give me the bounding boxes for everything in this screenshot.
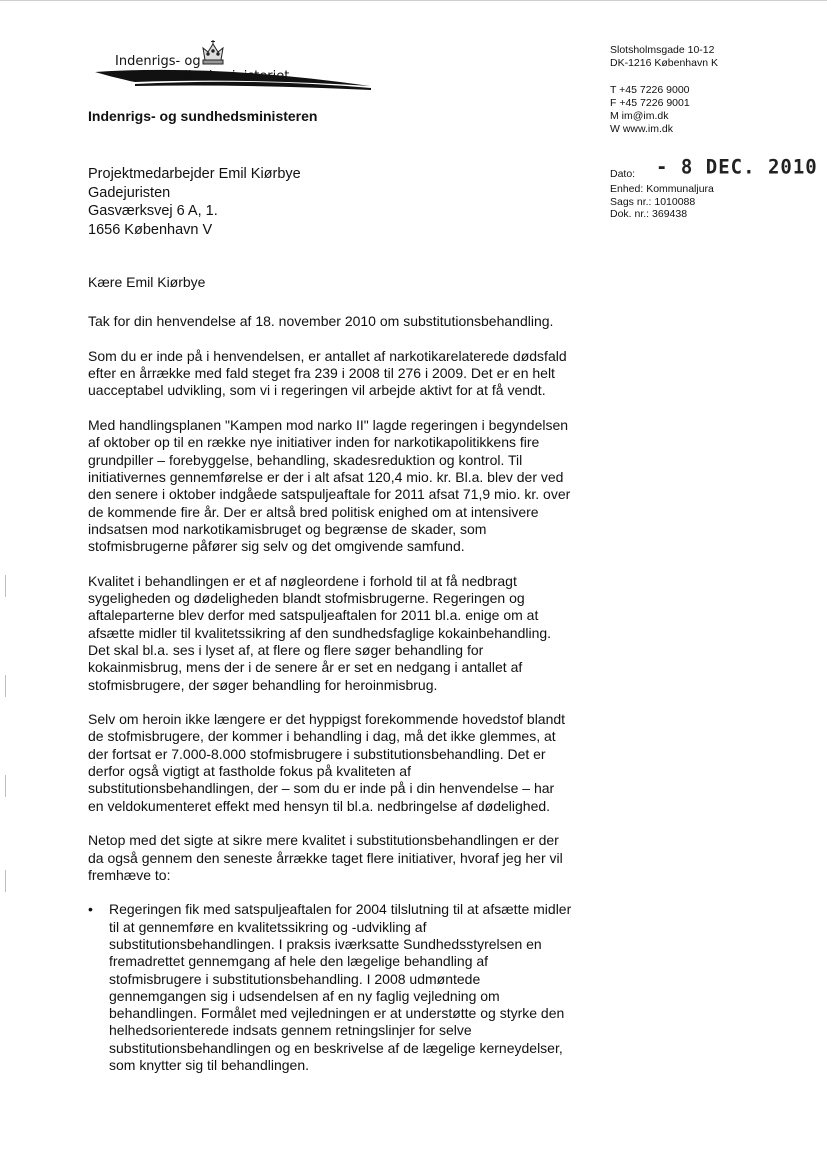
paragraph: Kvalitet i behandlingen er et af nøgleordene i forhold til at få nedbragt sygeligheden og dødeligheden blandt stofmisbrugerne. Regeringen og aftaleparterne blev derfor med satspuljeaftalen for 2011 bl.a. enige om at afsætte midler til kvalitetssikring af den sundhedsfaglige kokainbehandling. Det skal bl.a. ses i lyset af, at flere og flere søger behandling for kokainmisbrug, mens der i de senere år er set en nedgang i antallet af stofmisbrugere, der søger behandling for heroinmisbrug.: [88, 572, 552, 693]
recipient-org: Gadejuristen: [88, 184, 171, 201]
recipient-street: Gasværksvej 6 A, 1.: [88, 203, 218, 219]
scan-edge-mark: [5, 675, 6, 697]
bullet-item: [88, 901, 573, 1074]
paragraph: Selv om heroin ikke længere er det hyppigst forekommende hovedstof blandt de stofmisbrugere, der kommer i behandling i dag, må det ikke glemmes, at der fortsat er 7.000-8.000 stofmisbrugere i substitutionsbehandling. Det er derfor også vigtigt at fastholde fokus på kvaliteten af substitutionsbehandlingen, der – som du er inde på i din henvendelse – har en veldokumenteret effekt med hensyn til bl.a. nedbringelse af dødelighed.: [88, 711, 566, 814]
letter-body: [88, 274, 573, 1074]
contact-mail[interactable]: im@im.dk: [621, 110, 669, 122]
case-unit: Enhed: Kommunaljura: [610, 183, 714, 195]
contact-mail-row: [610, 110, 820, 123]
greeting: Kære Emil Kiørbye: [88, 274, 206, 290]
document-number: Dok. nr.: 369438: [610, 208, 688, 220]
scan-edge-mark: [5, 575, 6, 597]
scan-edge-mark: [5, 775, 6, 797]
bullet-text: Regeringen fik med satspuljeaftalen for 2004 tilslutning til at afsætte midler til at gennemføre en kvalitetssikring og -udvikling af substitutionsbehandlingen. I praksis iværksatte Sundhedsstyrelsen en fremadrettet gennemgang af hele den lægelige behandling af stofmisbrugere i substitutionsbehandling. I 2008 udmøntede gennemgangen sig i udsendelsen af en ny faglig vejledning om behandlingen. Formålet med vejledningen er at understøtte og styrke den helhedsorienterede indsats gennem retningslinjer for selve substitutionsbehandlingen og en beskrivelse af de lægelige kerneydelser, som knytter sig til behandlingen.: [109, 901, 572, 1074]
contact-street: Slotsholmsgade 10-12: [610, 44, 715, 56]
logo-text-line2: Sundhedsministeriet: [155, 69, 290, 84]
paragraph: Med handlingsplanen "Kampen mod narko II" lagde regeringen i begyndelsen af oktober op til en række nye initiativer inden for narkotikapolitikkens fire grundpiller – forebyggelse, behandling, skadesreduktion og kontrol. Til initiativernes gennemførelse er der i alt afsat 120,4 mio. kr. Bl.a. blev der ved den senere i oktober indgåede satspuljeaftale for 2011 afsat 71,9 mio. kr. over de kommende fire år. Der er altså bred politisk enighed om at intensivere indsatsen mod narkotikamisbruget og begrænse de skader, som stofmisbrugerne påfører sig selv og det omgivende samfund.: [88, 417, 571, 555]
bullet-icon: •: [88, 901, 93, 918]
paragraph: Som du er inde på i henvendelsen, er antallet af narkotikarelaterede dødsfald efter en årrække med fald steget fra 239 i 2008 til 276 i 2009. Det er en helt uacceptabel udvikling, som vi i regeringen vil arbejde aktivt for at få vendt.: [88, 347, 567, 399]
recipient-address: [88, 165, 301, 239]
contact-web-prefix: W: [610, 123, 620, 135]
paragraph: Netop med det sigte at sikre mere kvalitet i substitutionsbehandlingen er der da også gennem den seneste årrække taget flere initiativer, hvoraf jeg her vil fremhæve to:: [88, 832, 563, 883]
contact-mail-prefix: M: [610, 110, 619, 122]
date-stamp: - 8 DEC. 2010: [656, 155, 818, 179]
paragraph: Tak for din henvendelse af 18. november 2010 om substitutionsbehandling.: [88, 313, 554, 330]
scan-edge-mark: [5, 870, 6, 892]
ministry-logo: [95, 38, 385, 98]
minister-title: Indenrigs- og sundhedsministeren: [88, 108, 318, 124]
case-info: [610, 183, 714, 221]
contact-fax: F +45 7226 9001: [610, 97, 690, 109]
contact-phone: T +45 7226 9000: [610, 84, 690, 96]
contact-block: [610, 44, 820, 150]
logo-text-line1: Indenrigs- og: [115, 54, 201, 69]
case-number: Sags nr.: 1010088: [610, 195, 696, 208]
recipient-city: 1656 København V: [88, 221, 213, 238]
date-label: Dato:: [610, 168, 636, 180]
top-edge-line: [0, 0, 827, 1]
recipient-name: Projektmedarbejder Emil Kiørbye: [88, 166, 301, 182]
contact-city: DK-1216 København K: [610, 57, 718, 69]
contact-web[interactable]: www.im.dk: [622, 123, 674, 135]
date-row: [610, 156, 820, 178]
contact-web-row: [610, 123, 820, 136]
